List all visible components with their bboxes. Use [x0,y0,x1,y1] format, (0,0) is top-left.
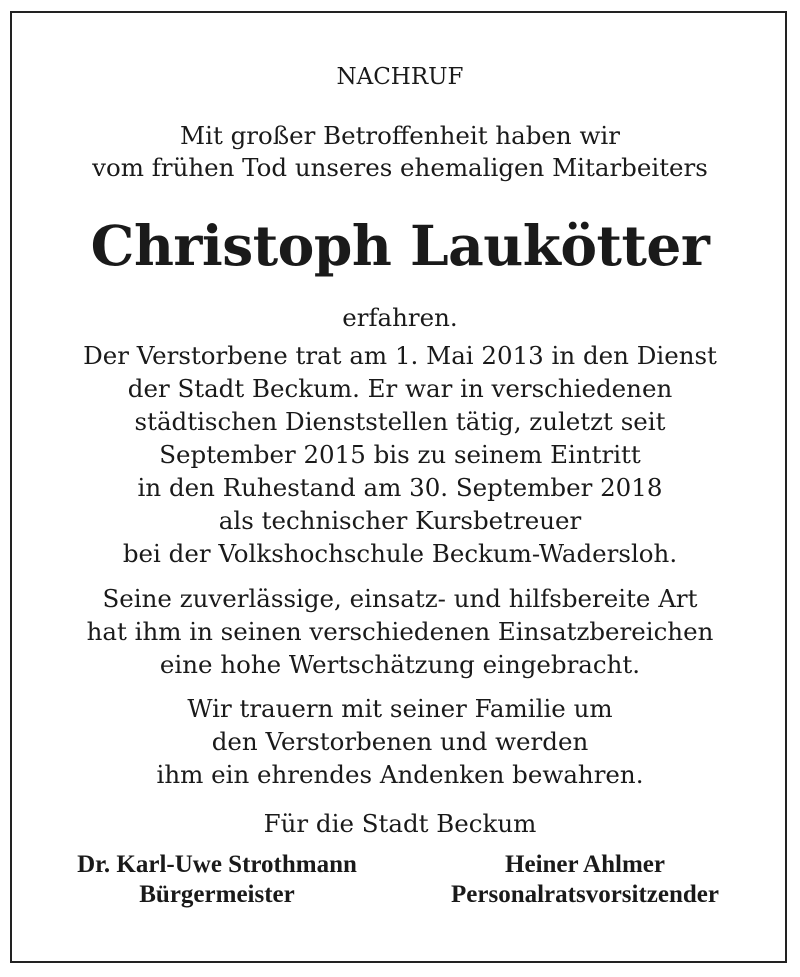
paragraph1-line: städtischen Dienststellen tätig, zuletzt seit [134,407,666,436]
intro-line-1: Mit großer Betroffenheit haben wir [180,121,620,150]
closing-line: Für die Stadt Beckum [263,809,537,838]
signatory-name: Heiner Ahlmer [505,851,665,878]
paragraph2-line: Seine zuverlässige, einsatz- und hilfsbereite Art [102,584,698,613]
deceased-name: Christoph Laukötter [90,213,710,278]
heading: NACHRUF [336,64,464,90]
paragraph3-line: ihm ein ehrendes Andenken bewahren. [156,760,644,789]
signatory-name: Dr. Karl-Uwe Strothmann [77,851,357,878]
paragraph3-line: Wir trauern mit seiner Familie um [187,694,613,723]
paragraph1-line: als technischer Kursbetreuer [218,506,582,535]
signatory-right [410,850,760,910]
after-name-text: erfahren. [342,303,458,332]
paragraph3-line: den Verstorbenen und werden [211,727,589,756]
signatory-title: Personalratsvorsitzender [451,881,719,908]
signatory-left [27,850,407,910]
paragraph1-line: September 2015 bis zu seinem Eintritt [159,440,641,469]
intro-line-2: vom frühen Tod unseres ehemaligen Mitarbeiters [92,153,708,182]
signatory-title: Bürgermeister [139,881,295,908]
paragraph1-line: Der Verstorbene trat am 1. Mai 2013 in den Dienst [83,341,717,370]
paragraph2-line: eine hohe Wertschätzung eingebracht. [159,650,641,679]
paragraph1-line: der Stadt Beckum. Er war in verschiedenen [127,374,673,403]
paragraph1-line: bei der Volkshochschule Beckum-Wadersloh. [122,539,678,568]
paragraph2-line: hat ihm in seinen verschiedenen Einsatzbereichen [86,617,714,646]
paragraph1-line: in den Ruhestand am 30. September 2018 [137,473,663,502]
